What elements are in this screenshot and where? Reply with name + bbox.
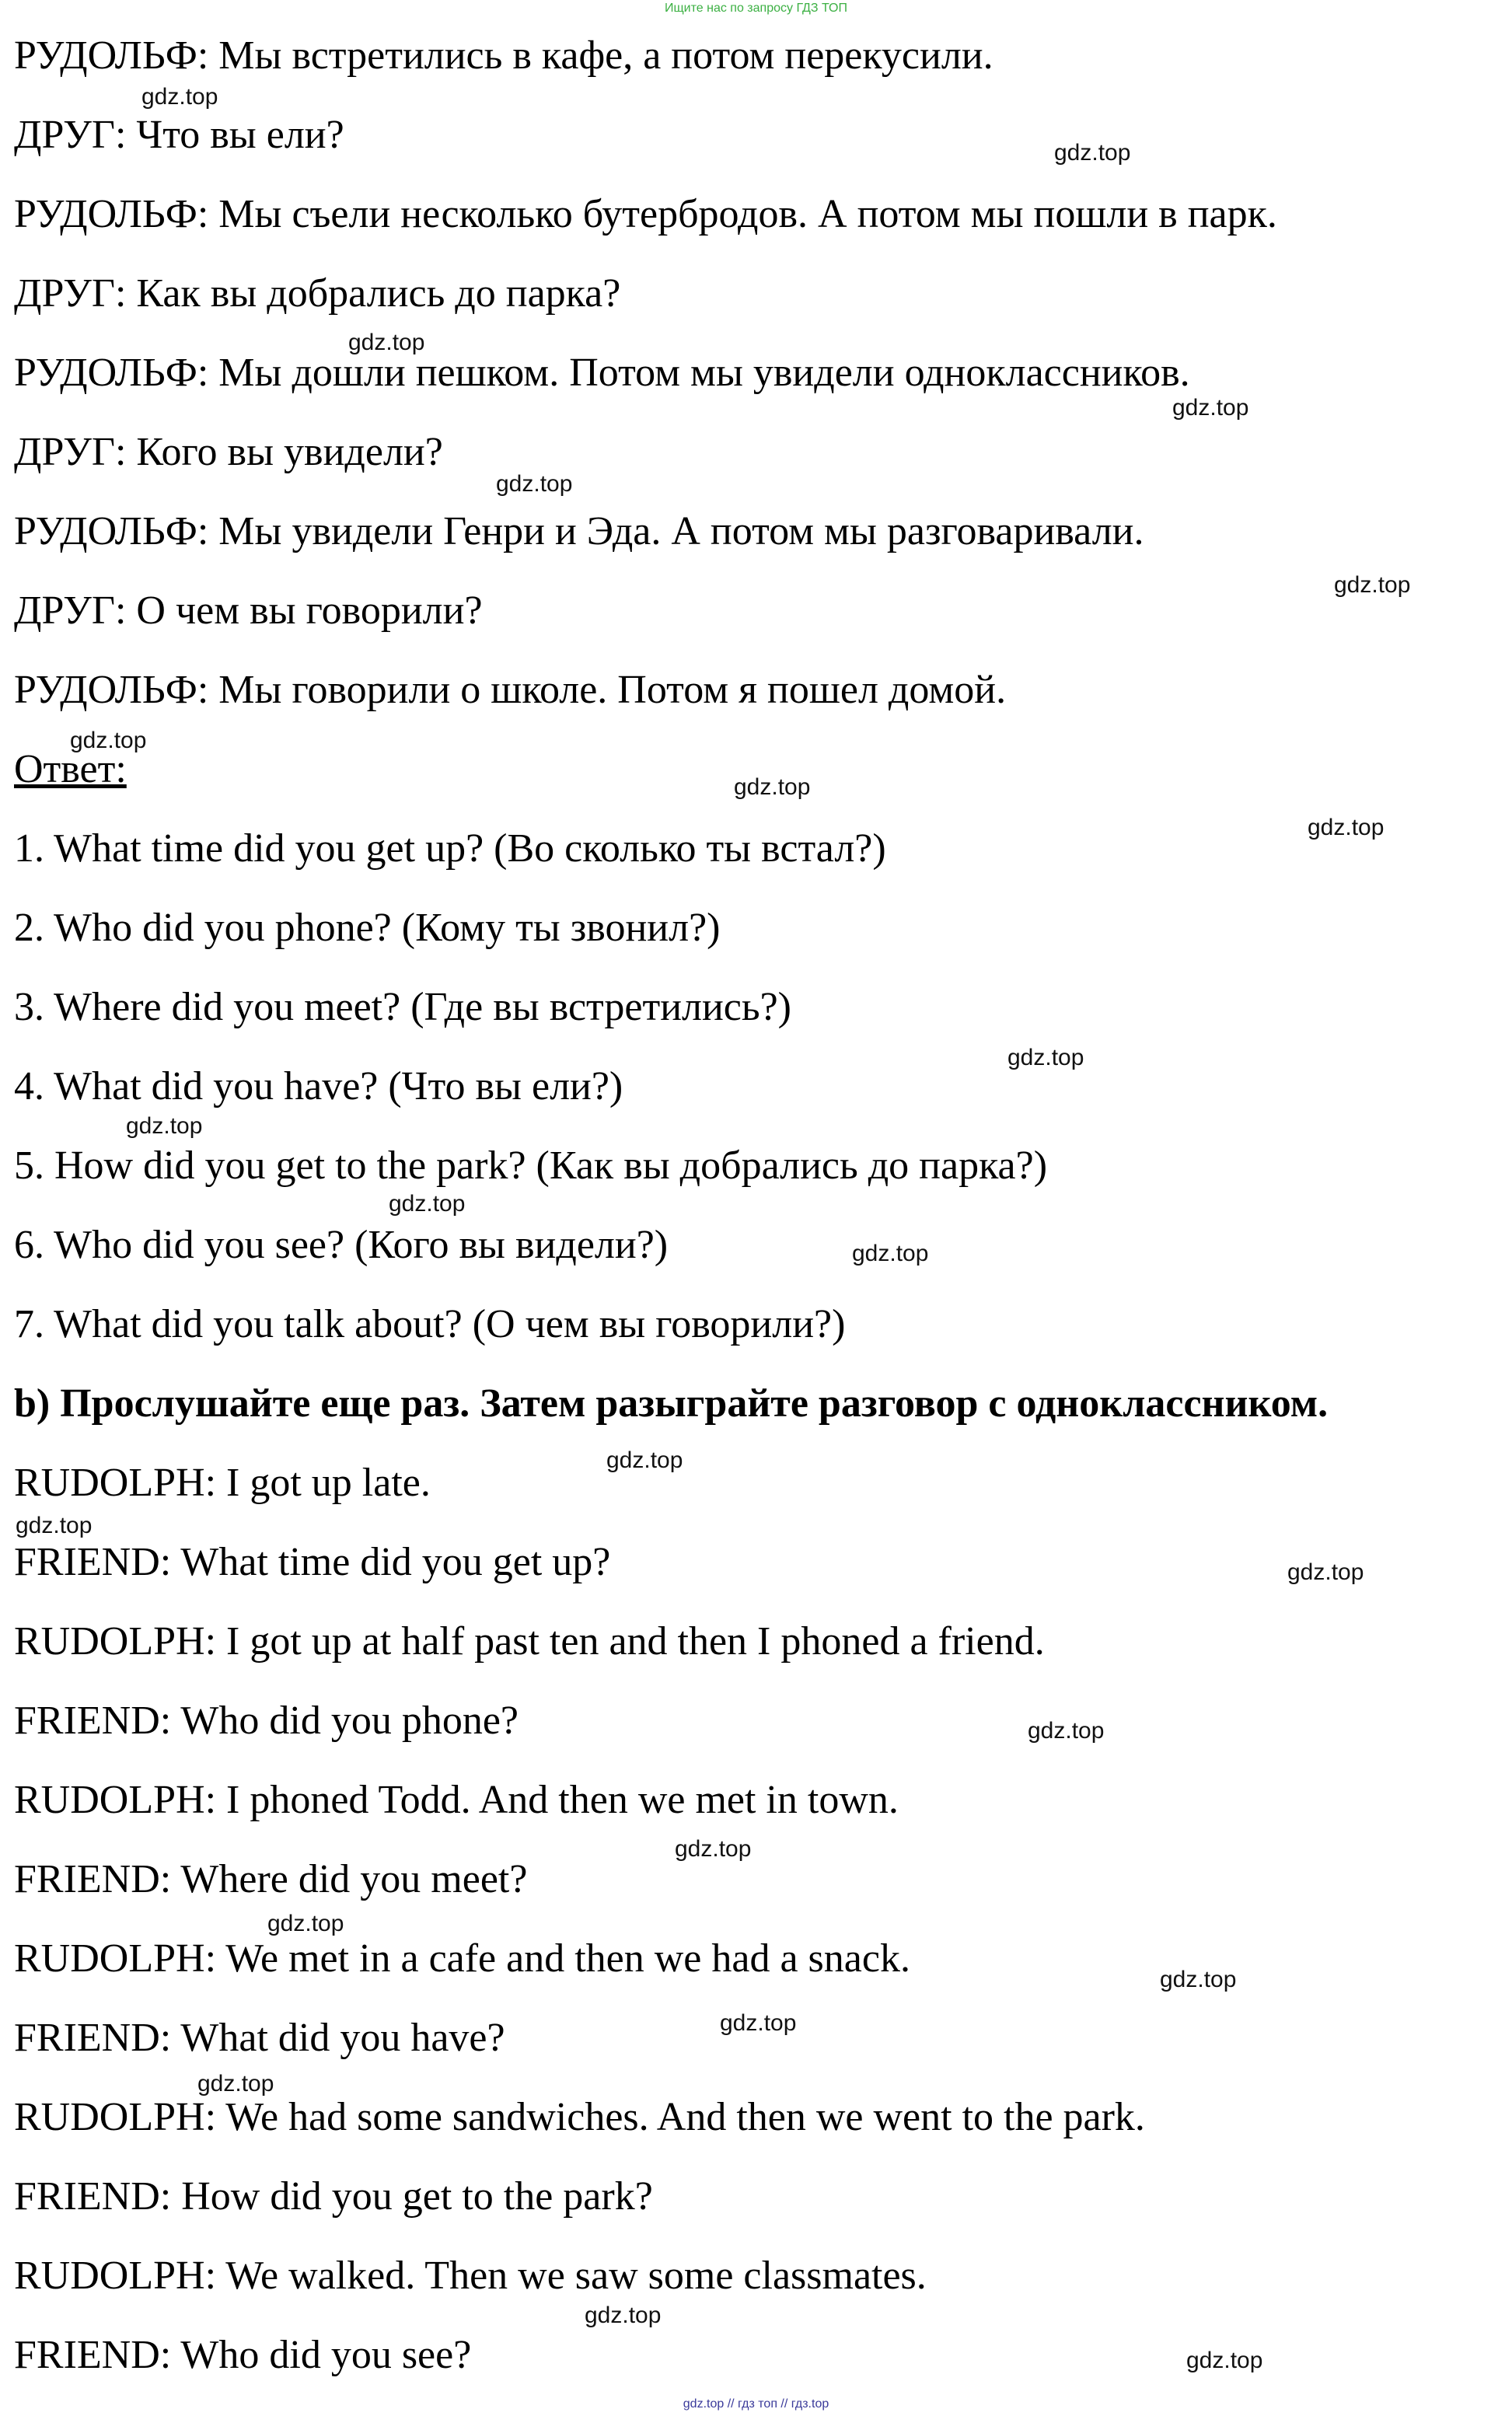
dialog-line: FRIEND: What time did you get up? <box>14 1540 611 1584</box>
dialog-line: FRIEND: Where did you meet? <box>14 1857 528 1901</box>
answer-heading: Ответ: <box>14 747 127 791</box>
dialog-line: FRIEND: Who did you see? <box>14 2333 472 2377</box>
watermark: gdz.top <box>16 1513 93 1538</box>
dialog-line: ДРУГ: О чем вы говорили? <box>14 588 483 633</box>
watermark: gdz.top <box>348 330 425 355</box>
watermark: gdz.top <box>1334 572 1411 598</box>
dialog-line: FRIEND: Who did you phone? <box>14 1699 519 1743</box>
dialog-line: РУДОЛЬФ: Мы съели несколько бутербродов. А потом мы пошли в парк. <box>14 192 1277 236</box>
answer-item: 6. Who did you see? (Кого вы видели?) <box>14 1223 669 1267</box>
dialog-line: FRIEND: What did you have? <box>14 2016 505 2060</box>
dialog-line: РУДОЛЬФ: Мы говорили о школе. Потом я пошел домой. <box>14 668 1007 712</box>
footer: gdz.top // гдз топ // гдз.top <box>683 2397 829 2411</box>
dialog-line: RUDOLPH: I phoned Todd. And then we met in town. <box>14 1778 899 1822</box>
answer-item: 3. Where did you meet? (Где вы встретились?) <box>14 985 791 1029</box>
watermark: gdz.top <box>70 728 147 753</box>
task-heading: b) Прослушайте еще раз. Затем разыграйте разговор с одноклассником. <box>14 1381 1329 1426</box>
watermark: gdz.top <box>389 1191 466 1217</box>
watermark: gdz.top <box>1172 395 1249 421</box>
watermark: gdz.top <box>852 1241 929 1266</box>
dialog-line: ДРУГ: Как вы добрались до парка? <box>14 271 621 316</box>
dialog-line: РУДОЛЬФ: Мы дошли пешком. Потом мы увидели одноклассников. <box>14 351 1190 395</box>
dialog-line: ДРУГ: Что вы ели? <box>14 113 344 157</box>
top-banner: Ищите нас по запросу ГДЗ ТОП <box>665 2 847 15</box>
dialog-line: RUDOLPH: We had some sandwiches. And then we went to the park. <box>14 2095 1145 2139</box>
dialog-line: RUDOLPH: I got up late. <box>14 1461 431 1505</box>
watermark: gdz.top <box>126 1113 203 1139</box>
dialog-line: ДРУГ: Кого вы увидели? <box>14 430 443 474</box>
watermark: gdz.top <box>1028 1718 1105 1744</box>
dialog-line: РУДОЛЬФ: Мы увидели Генри и Эда. А потом мы разговаривали. <box>14 509 1144 553</box>
watermark: gdz.top <box>496 471 573 497</box>
watermark: gdz.top <box>1186 2348 1263 2373</box>
watermark: gdz.top <box>734 774 811 800</box>
watermark: gdz.top <box>1308 815 1385 840</box>
answer-item: 4. What did you have? (Что вы ели?) <box>14 1064 623 1108</box>
dialog-line: РУДОЛЬФ: Мы встретились в кафе, а потом перекусили. <box>14 33 993 78</box>
answer-item: 1. What time did you get up? (Во сколько ты встал?) <box>14 826 886 871</box>
watermark: gdz.top <box>141 84 218 110</box>
watermark: gdz.top <box>267 1911 344 1936</box>
watermark: gdz.top <box>606 1447 683 1473</box>
watermark: gdz.top <box>585 2303 662 2328</box>
dialog-line: FRIEND: How did you get to the park? <box>14 2174 653 2219</box>
dialog-line: RUDOLPH: I got up at half past ten and then I phoned a friend. <box>14 1619 1045 1664</box>
watermark: gdz.top <box>1054 140 1131 166</box>
watermark: gdz.top <box>720 2010 797 2036</box>
watermark: gdz.top <box>1287 1559 1364 1585</box>
watermark: gdz.top <box>1007 1045 1084 1070</box>
dialog-line: RUDOLPH: We met in a cafe and then we had a snack. <box>14 1936 910 1981</box>
watermark: gdz.top <box>197 2071 274 2097</box>
dialog-line: RUDOLPH: We walked. Then we saw some classmates. <box>14 2254 927 2298</box>
answer-item: 5. How did you get to the park? (Как вы добрались до парка?) <box>14 1143 1048 1188</box>
answer-item: 2. Who did you phone? (Кому ты звонил?) <box>14 906 721 950</box>
watermark: gdz.top <box>675 1836 752 1862</box>
answer-item: 7. What did you talk about? (О чем вы говорили?) <box>14 1302 846 1346</box>
watermark: gdz.top <box>1160 1967 1237 1992</box>
